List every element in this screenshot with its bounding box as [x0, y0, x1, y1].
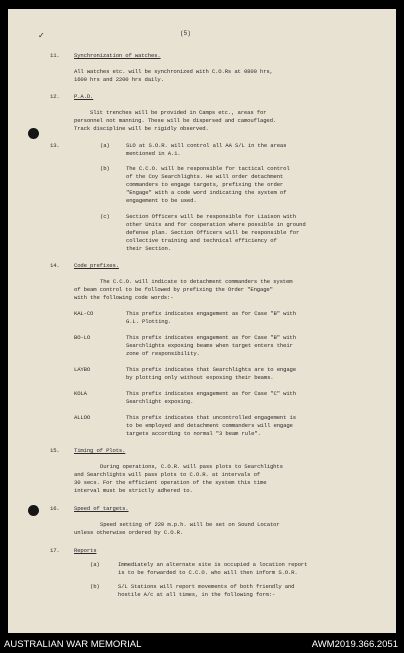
- text-line: Searchlight exposing.: [126, 398, 194, 405]
- handwritten-mark-icon: ✓: [38, 31, 45, 40]
- punch-hole-icon: [28, 128, 39, 139]
- text-line: and Searchlights will pass plots to C.O.R. at intervals of: [74, 471, 260, 478]
- text-line: collective training and technical efficiency of: [126, 237, 277, 244]
- punch-hole-icon: [28, 505, 39, 516]
- text-line: All watches etc. will be synchronized with C.O.Rs at 0800 hrs,: [74, 68, 273, 75]
- text-line: Section Officers will be responsible for Liaison with: [126, 213, 296, 220]
- text-line: BO-LO: [74, 334, 91, 341]
- text-line: hostile A/c at all times, in the following form:-: [118, 591, 276, 598]
- section-heading: P.A.D.: [74, 93, 94, 100]
- text-line: 30 secs. For the efficient operation of the system this time: [74, 479, 267, 486]
- text-line: S/L Stations will report movements of both friendly and: [118, 583, 295, 590]
- footer-accession-number: AWM2019.366.2051: [311, 639, 398, 650]
- text-line: ALLOO: [74, 414, 91, 421]
- section-heading: Synchronization of watches.: [74, 52, 161, 59]
- text-line: The C.C.O. will be responsible for tactical control: [126, 165, 290, 172]
- text-line: Immediately an alternate site is occupied a location report: [118, 561, 308, 568]
- text-line: commanders to engage targets, prefixing the order: [126, 181, 284, 188]
- text-line: personnel not manning. These will be dispersed and camouflaged.: [74, 117, 277, 124]
- text-line: their Section.: [126, 245, 171, 252]
- text-line: by plotting only without exposing their beams.: [126, 374, 274, 381]
- text-line: SLO at S.O.R. will control all AA S/L in the areas: [126, 142, 287, 149]
- text-line: Track discipline will be rigidly observed.: [74, 125, 209, 132]
- text-line: This prefix indicates engagement as for Case "C" with: [126, 390, 296, 397]
- text-line: 15.: [50, 447, 60, 454]
- text-line: This prefix indicates that Searchlights are to engage: [126, 366, 296, 373]
- text-line: with the following code words:-: [74, 294, 174, 301]
- text-line: Slit trenches will be provided in Camps etc., areas for: [90, 109, 267, 116]
- archive-footer: [0, 637, 404, 653]
- text-line: This prefix indicates engagement as for Case "B" with: [126, 310, 296, 317]
- text-line: During operations, C.O.R. will pass plots to Searchlights: [100, 463, 283, 470]
- text-line: (c): [100, 213, 110, 220]
- text-line: defense plan. Section Officers will be responsible for: [126, 229, 300, 236]
- text-line: 1600 hrs and 2200 hrs daily.: [74, 76, 164, 83]
- text-line: is to be forwarded to C.C.O. who will then inform S.O.R.: [118, 569, 298, 576]
- text-line: 17.: [50, 547, 60, 554]
- text-line: interval must be strictly adhered to.: [74, 487, 193, 494]
- text-line: targets according to normal "3 beam rule".: [126, 430, 261, 437]
- document-page: [8, 9, 396, 633]
- text-line: engagement to be used.: [126, 197, 197, 204]
- text-line: 11.: [50, 52, 60, 59]
- section-heading: Timing of Plots.: [74, 447, 126, 454]
- text-line: "Engage" with a code word indicating the system of: [126, 189, 287, 196]
- text-line: (b): [100, 165, 110, 172]
- text-line: Speed setting of 220 m.p.h. will be set on Sound Locator: [100, 521, 280, 528]
- text-line: This prefix indicates that uncontrolled engagement is: [126, 414, 296, 421]
- footer-institution: AUSTRALIAN WAR MEMORIAL: [4, 639, 142, 650]
- text-line: other Units and for cooperation where possible in ground: [126, 221, 306, 228]
- text-line: Searchlights exposing beams when target enters their: [126, 342, 293, 349]
- text-line: (b): [90, 583, 100, 590]
- text-line: This prefix indicates engagement as for Case "B" with: [126, 334, 296, 341]
- text-line: 16.: [50, 505, 60, 512]
- text-line: 12.: [50, 93, 60, 100]
- text-line: 13.: [50, 142, 60, 149]
- text-line: zone of responsibility.: [126, 350, 200, 357]
- page-number: (5): [180, 30, 191, 37]
- text-line: (a): [100, 142, 110, 149]
- text-line: unless otherwise ordered by C.O.R.: [74, 529, 184, 536]
- text-line: LAYBO: [74, 366, 91, 373]
- section-heading: Code prefixes.: [74, 262, 119, 269]
- text-line: KAL-CO: [74, 310, 94, 317]
- text-line: 14.: [50, 262, 60, 269]
- text-line: The C.C.O. will indicate to detachment commanders the system: [100, 278, 293, 285]
- text-line: to be employed and detachment commanders will engage: [126, 422, 293, 429]
- text-line: (a): [90, 561, 100, 568]
- text-line: G.L. Plotting.: [126, 318, 171, 325]
- text-line: mentioned in A.1.: [126, 150, 181, 157]
- text-line: KOLA: [74, 390, 87, 397]
- section-heading: Speed of targets.: [74, 505, 129, 512]
- text-line: of beam control to be followed by prefixing the Order "Engage": [74, 286, 273, 293]
- text-line: of the Coy Searchlights. He will order detachment: [126, 173, 284, 180]
- section-heading: Reports: [74, 547, 97, 554]
